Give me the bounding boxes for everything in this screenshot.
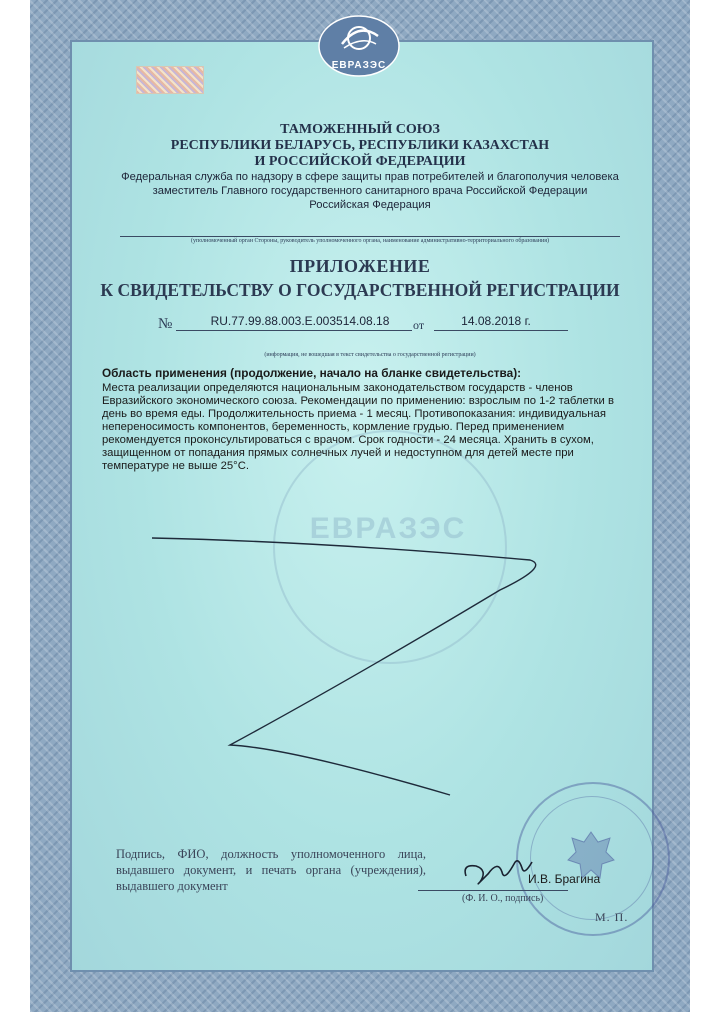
watermark-label: ЕВРАЗЭС [309, 512, 467, 545]
scope-line-5: рекомендуется проконсультироваться с врачом. Срок годности - 24 месяца. Хранить в сухом, [102, 434, 594, 446]
scope-heading: Область применения (продолжение, начало на бланке свидетельства): [102, 366, 522, 380]
registration-date: 14.08.2018 г. [461, 314, 531, 328]
signature-underline [418, 890, 568, 891]
signer-name: И.В. Брагина [528, 872, 601, 886]
scope-line-4: непереносимость компонентов, беременность, кормление грудью. Перед применением [102, 421, 565, 433]
authority-line-1: Федеральная служба по надзору в сфере защиты прав потребителей и благополучия человека [121, 171, 619, 183]
scope-line-2: Евразийского экономического союза. Рекомендации по применению: взрослым по 1-2 таблетки в [102, 395, 614, 407]
signature-sub-caption: (Ф. И. О., подпись) [462, 893, 544, 904]
union-line-2: РЕСПУБЛИКИ БЕЛАРУСЬ, РЕСПУБЛИКИ КАЗАХСТАН [170, 138, 550, 153]
document-title-line-1: ПРИЛОЖЕНИЕ [289, 256, 431, 276]
authority-line-3: Российская Федерация [309, 199, 431, 211]
scope-line-3: день во время еды. Продолжительность приема - 1 месяц. Противопоказания: индивидуальная [102, 408, 606, 420]
scope-line-7: температуре не выше 25°С. [102, 460, 249, 472]
registration-caption: (информация, не вошедшая в текст свидетельства о государственной регистрации) [264, 352, 476, 358]
authority-line-2: заместитель Главного государственного санитарного врача Российской Федерации [152, 185, 588, 197]
certificate-sheet [30, 0, 690, 1012]
scope-line-6: защищенном от попадания прямых солнечных лучей и недоступном для детей месте при [102, 447, 574, 459]
authority-caption: (уполномоченный орган Стороны, руководитель уполномоченного органа, наименование административно-территориального образования) [191, 238, 549, 244]
registration-number: RU.77.99.88.003.Е.003514.08.18 [210, 314, 390, 328]
seal-place-label: М. П. [595, 910, 629, 924]
signature-caption: Подпись, ФИО, должность уполномоченного лица, выдавшего документ, и печать органа (учреждения), выдавшего документ [116, 847, 426, 893]
date-label: от [413, 318, 425, 332]
number-label: № [158, 316, 173, 332]
document-title-line-2: К СВИДЕТЕЛЬСТВУ О ГОСУДАРСТВЕННОЙ РЕГИСТРАЦИИ [100, 280, 620, 300]
union-line-3: И РОССИЙСКОЙ ФЕДЕРАЦИИ [254, 154, 466, 169]
emblem-label: ЕВРАЗЭС [331, 60, 387, 71]
scope-line-1: Места реализации определяются национальным законодательством государств - членов [102, 382, 573, 394]
union-line-1: ТАМОЖЕННЫЙ СОЮЗ [280, 122, 440, 137]
